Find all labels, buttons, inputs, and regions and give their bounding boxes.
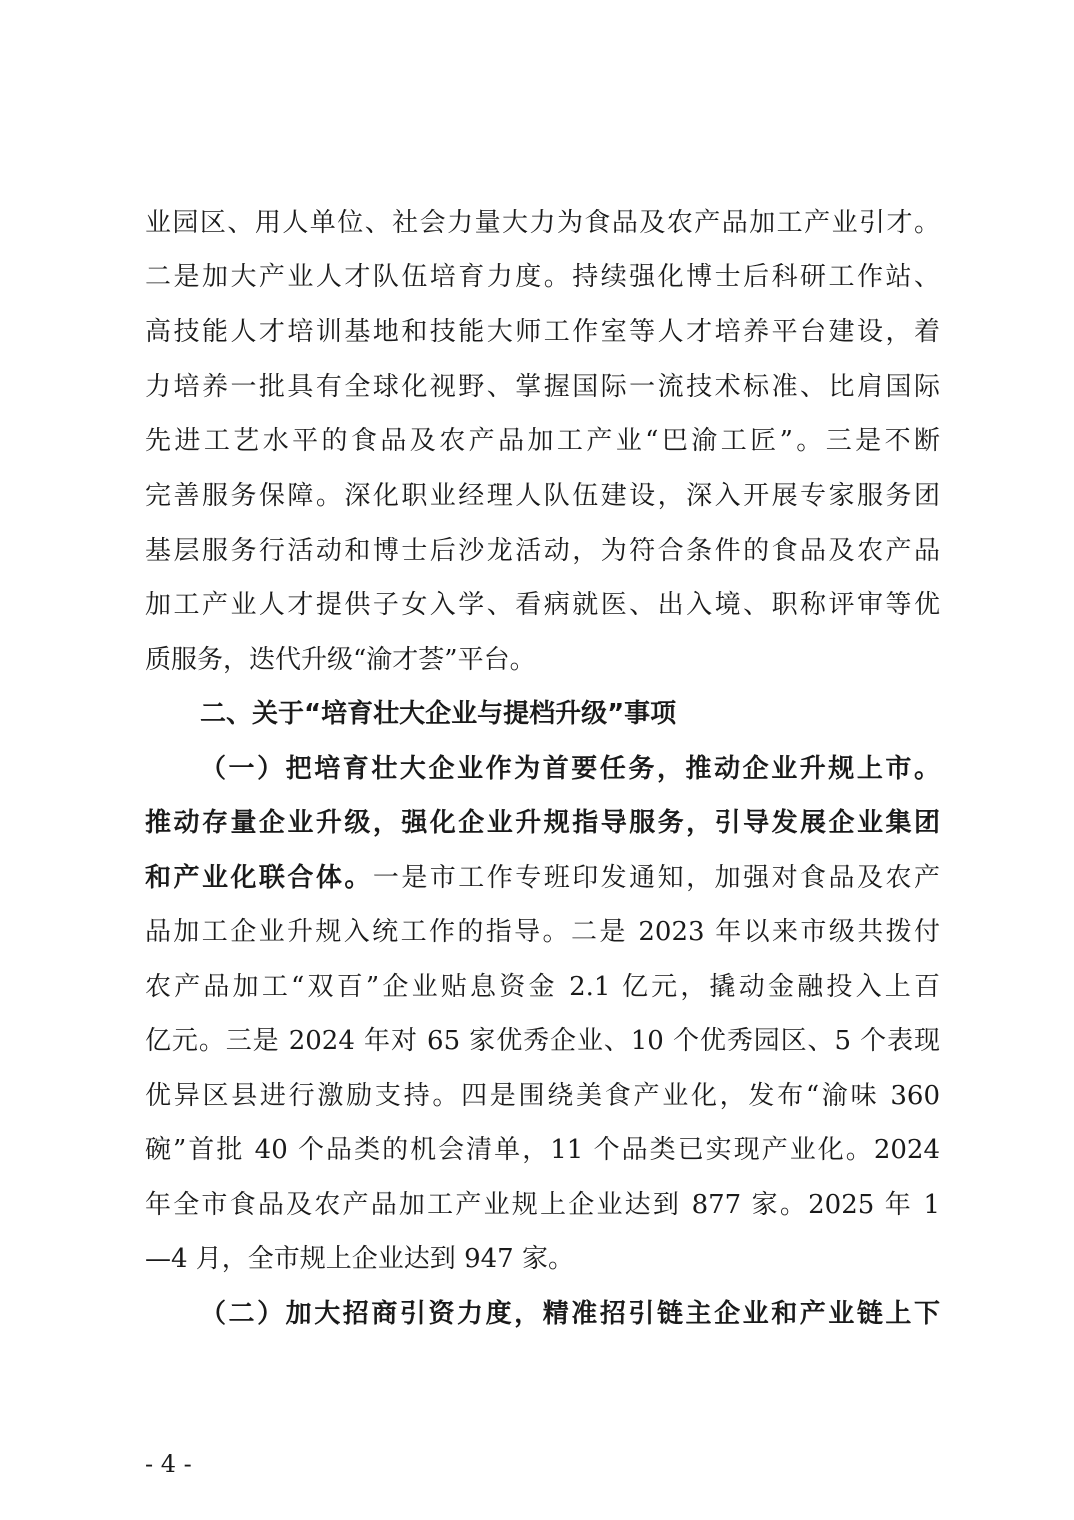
paragraph-line: 农产品加工“双百”企业贴息资金 2.1 亿元，撬动金融投入上百 — [145, 972, 940, 1002]
page-number: - 4 - — [145, 1450, 192, 1478]
subsection-heading-1-cont: 推动存量企业升级，强化企业升规指导服务，引导发展企业集团 — [145, 808, 940, 838]
paragraph-line: 完善服务保障。深化职业经理人队伍建设，深入开展专家服务团 — [145, 481, 940, 511]
paragraph-line: 优异区县进行激励支持。四是围绕美食产业化，发布“渝味 360 — [145, 1081, 940, 1111]
paragraph-text: 一是市工作专班印发通知，加强对食品及农产 — [372, 863, 940, 893]
paragraph-line: 高技能人才培训基地和技能大师工作室等人才培养平台建设，着 — [145, 317, 940, 347]
paragraph-line-mixed — [145, 858, 940, 898]
paragraph-line: 基层服务行活动和博士后沙龙活动，为符合条件的食品及农产品 — [145, 536, 940, 566]
paragraph-line: 年全市食品及农产品加工产业规上企业达到 877 家。2025 年 1 — [145, 1190, 940, 1220]
paragraph-line: 亿元。三是 2024 年对 65 家优秀企业、10 个优秀园区、5 个表现 — [145, 1026, 940, 1056]
paragraph-line: 加工产业人才提供子女入学、看病就医、出入境、职称评审等优 — [145, 590, 940, 620]
subsection-heading-1: （一）把培育壮大企业作为首要任务，推动企业升规上市。 — [200, 754, 940, 784]
paragraph-line: 力培养一批具有全球化视野、掌握国际一流技术标准、比肩国际 — [145, 372, 940, 402]
section-heading: 二、关于“培育壮大企业与提档升级”事项 — [200, 699, 677, 729]
paragraph-line: 质服务，迭代升级“渝才荟”平台。 — [145, 645, 536, 675]
subsection-heading-2: （二）加大招商引资力度，精准招引链主企业和产业链上下 — [200, 1299, 940, 1329]
paragraph-line: —4 月，全市规上企业达到 947 家。 — [145, 1244, 574, 1274]
subsection-heading-1-end: 和产业化联合体。 — [145, 863, 373, 893]
paragraph-line: 业园区、用人单位、社会力量大力为食品及农产品加工产业引才。 — [145, 208, 940, 238]
paragraph-line: 先进工艺水平的食品及农产品加工产业“巴渝工匠”。三是不断 — [145, 426, 940, 456]
paragraph-line: 二是加大产业人才队伍培育力度。持续强化博士后科研工作站、 — [145, 262, 940, 292]
paragraph-line: 碗”首批 40 个品类的机会清单，11 个品类已实现产业化。2024 — [145, 1135, 940, 1165]
paragraph-line: 品加工企业升规入统工作的指导。二是 2023 年以来市级共拨付 — [145, 917, 940, 947]
